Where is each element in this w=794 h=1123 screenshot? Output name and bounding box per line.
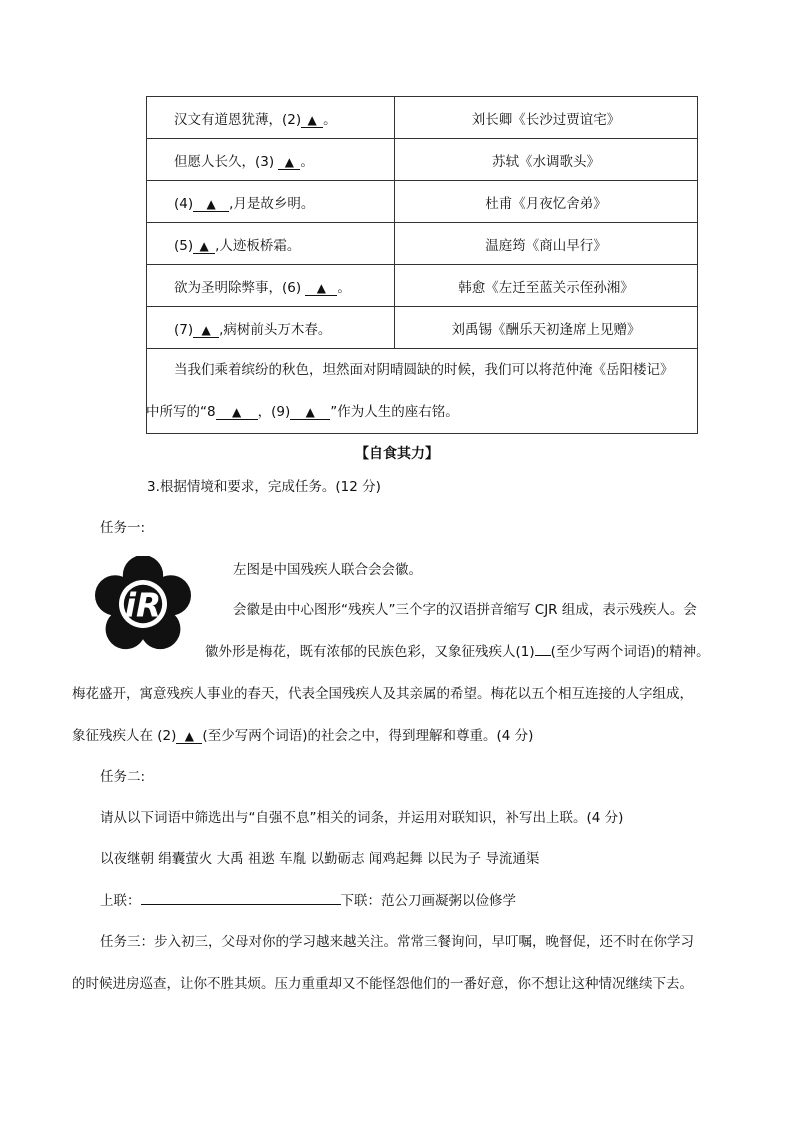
poem-line [147, 265, 395, 307]
task1-line-3-post: (至少写两个词语)的精神。 [550, 644, 710, 660]
blank-2-marker: ▲ [184, 729, 195, 743]
poem-line-pre: (7) [174, 321, 194, 338]
blank-9[interactable] [290, 405, 330, 420]
task2-label: 任务二: [100, 769, 146, 785]
poem-blank[interactable] [193, 239, 215, 254]
blank-8-marker: ▲ [231, 405, 242, 419]
poem-line-post: ,病树前头万木春。 [219, 321, 332, 338]
poem-source: 杜甫《月夜忆舍弟》 [395, 181, 698, 223]
poem-line [147, 223, 395, 265]
task1-line-1: 左图是中国残疾人联合会会徽。 [233, 562, 422, 578]
poem-line-post: 。 [337, 279, 351, 296]
note-line-2 [146, 391, 697, 433]
poem-blank[interactable] [305, 281, 337, 296]
blank-1[interactable] [535, 655, 551, 656]
poem-blank[interactable] [301, 113, 323, 128]
poem-blank[interactable] [278, 155, 300, 170]
poem-blank-marker: ▲ [316, 280, 327, 295]
task3-line-1: 任务三：步入初三，父母对你的学习越来越关注。常常三餐询问，早叮嘱，晚督促，还不时在你学习 [100, 934, 694, 950]
task3-line-2: 的时候进房巡查，让你不胜其烦。压力重重却又不能怪怨他们的一番好意，你不想让这种情况继续下去。 [72, 976, 693, 992]
poem-line [147, 97, 395, 139]
poem-blank-marker: ▲ [199, 238, 209, 253]
poem-line [147, 307, 395, 349]
poem-source: 刘禹锡《酬乐天初逢席上见赠》 [395, 307, 698, 349]
poem-blank[interactable] [193, 197, 229, 212]
poem-line-pre: 欲为圣明除弊事，(6) [174, 279, 306, 296]
task1-line-5-post: (至少写两个词语)的社会之中，得到理解和尊重。(4 分) [202, 728, 534, 744]
table-row [147, 181, 698, 223]
emblem-letters: iR [124, 586, 162, 625]
poem-line-post: ,人迹板桥霜。 [215, 237, 301, 254]
poem-blank-marker: ▲ [307, 112, 317, 127]
lower-couplet: 下联：范公刀画凝粥以俭修学 [340, 893, 516, 909]
table-note [147, 349, 698, 434]
poem-source: 刘长卿《长沙过贾谊宅》 [395, 97, 698, 139]
china-disabled-federation-emblem-icon [95, 556, 191, 652]
poem-source: 苏轼《水调歌头》 [395, 139, 698, 181]
q3-heading: 3.根据情境和要求，完成任务。(12 分) [147, 479, 381, 495]
poem-line-pre: (5) [174, 237, 194, 254]
table-row [147, 139, 698, 181]
poem-source: 韩愈《左迁至蓝关示侄孙湘》 [395, 265, 698, 307]
task1-label: 任务一: [100, 520, 146, 536]
task2-instruction: 请从以下词语中筛选出与“自强不息”相关的词条，并运用对联知识，补写出上联。(4 分) [100, 810, 624, 826]
poem-source: 温庭筠《商山早行》 [395, 223, 698, 265]
task1-line-5-pre: 象征残疾人在 (2) [72, 728, 177, 744]
task2-words: 以夜继朝 绢囊萤火 大禹 祖逖 车胤 以勤砺志 闻鸡起舞 以民为子 导流通渠 [100, 851, 540, 867]
table-row [147, 223, 698, 265]
poem-line [147, 181, 395, 223]
task1-line-3-pre: 徽外形是梅花，既有浓郁的民族色彩，又象征残疾人(1) [205, 644, 535, 660]
poem-fill-table [146, 96, 698, 434]
upper-couplet-label: 上联： [100, 893, 141, 909]
poem-line-pre: 但愿人长久，(3) [174, 153, 279, 170]
poem-line-pre: 汉文有道恩犹薄，(2) [174, 111, 302, 128]
poem-line-post: ,月是故乡明。 [229, 195, 315, 212]
task1-line-5 [72, 726, 727, 746]
note-pre: 中所写的“8 [146, 404, 216, 420]
section-title: 【自食其力】 [355, 446, 439, 462]
blank-2[interactable] [176, 729, 202, 744]
poem-blank-marker: ▲ [206, 196, 216, 211]
poem-line [147, 139, 395, 181]
task1-line-2: 会徽是由中心图形“残疾人”三个字的汉语拼音缩写 CJR 组成，表示残疾人。会 [233, 602, 697, 618]
table-row [147, 307, 698, 349]
poem-line-pre: (4) [174, 195, 194, 212]
note-mid: ，(9) [257, 404, 291, 420]
task2-couplet [100, 890, 755, 911]
task1-line-4: 梅花盛开，寓意残疾人事业的春天，代表全国残疾人及其亲属的希望。梅花以五个相互连接的人字组成， [72, 686, 693, 702]
poem-blank-marker: ▲ [284, 154, 295, 169]
note-post: ”作为人生的座右铭。 [330, 404, 459, 420]
table-row [147, 97, 698, 139]
poem-blank[interactable] [193, 323, 219, 338]
poem-line-post: 。 [300, 153, 314, 170]
task1-line-3 [205, 642, 794, 662]
note-line-1: 当我们乘着缤纷的秋色，坦然面对阴晴圆缺的时候，我们可以将范仲淹《岳阳楼记》 [174, 362, 674, 378]
blank-8[interactable] [216, 405, 258, 420]
poem-line-post: 。 [323, 111, 337, 128]
blank-9-marker: ▲ [305, 405, 315, 419]
upper-couplet-input[interactable] [141, 890, 341, 905]
table-row [147, 265, 698, 307]
poem-blank-marker: ▲ [201, 322, 211, 337]
